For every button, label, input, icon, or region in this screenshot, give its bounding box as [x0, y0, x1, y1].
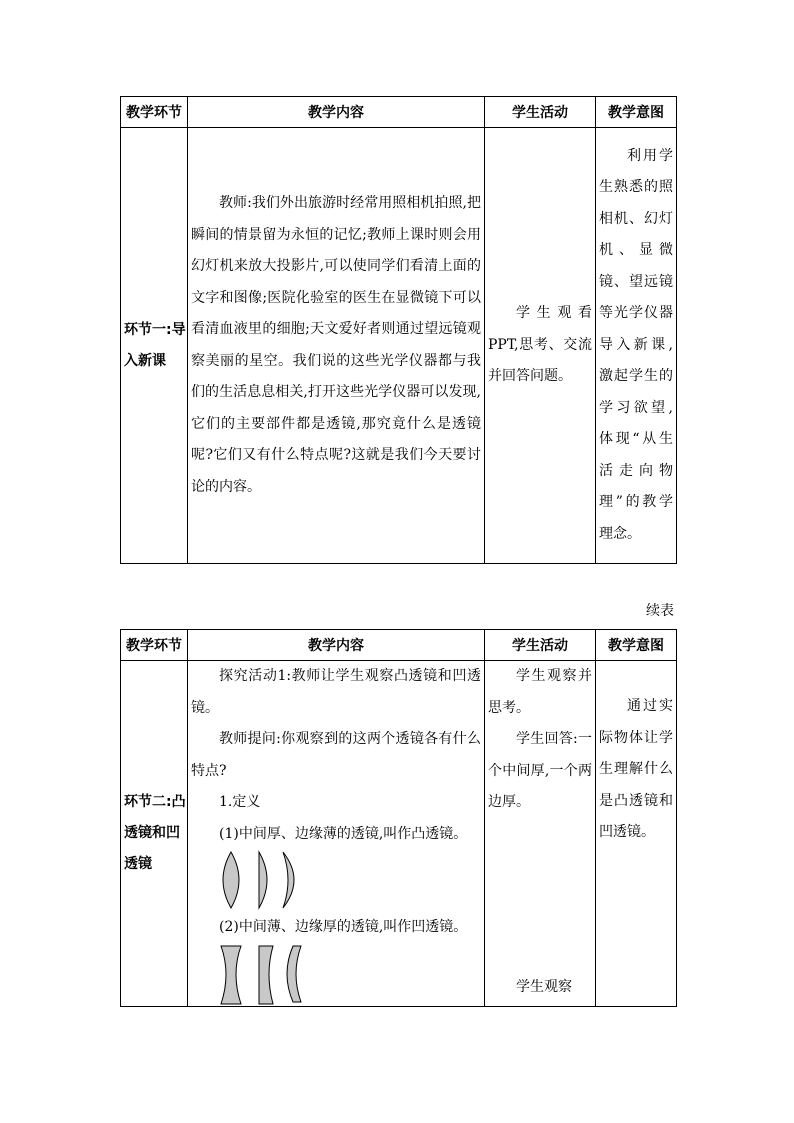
stage-cell: 环节二:凸透镜和凹透镜: [121, 661, 188, 1007]
convex-lens-figure: [191, 850, 481, 912]
activity-observe-2: 学生观察: [516, 979, 572, 995]
activity-paragraph: 探究活动1:教师让学生观察凸透镜和凹透镜。: [191, 668, 481, 716]
table-row: [121, 661, 677, 1007]
header-stage: 教学环节: [121, 97, 188, 128]
intent-cell: 通过实际物体让学生理解什么是凸透镜和凹透镜。: [596, 661, 677, 1007]
header-row: [121, 630, 677, 661]
activity-observe: 学生观察并思考。: [488, 668, 592, 716]
content-cell: [188, 661, 485, 1007]
header-content: 教学内容: [188, 97, 485, 128]
header-stage: 教学环节: [121, 630, 188, 661]
header-intent: 教学意图: [596, 97, 677, 128]
meniscus-concave-lens: [287, 946, 301, 1002]
plano-concave-lens: [259, 946, 273, 1004]
stage-cell: 环节一:导入新课: [121, 128, 188, 564]
table-intro: [120, 96, 677, 564]
question-paragraph: 教师提问:你观察到的这两个透镜各有什么特点?: [191, 731, 481, 779]
plano-convex-lens: [259, 852, 267, 908]
activity-cell: [485, 661, 596, 1007]
biconcave-lens: [221, 946, 241, 1004]
concave-definition: (2)中间薄、边缘厚的透镜,叫作凹透镜。: [219, 919, 468, 935]
header-activity: 学生活动: [485, 97, 596, 128]
table-row: [121, 128, 677, 564]
header-activity: 学生活动: [485, 630, 596, 661]
concave-lens-svg: [219, 944, 509, 1006]
header-intent: 教学意图: [596, 630, 677, 661]
header-row: [121, 97, 677, 128]
convex-definition: (1)中间厚、边缘薄的透镜,叫作凸透镜。: [219, 825, 468, 842]
convex-lens-svg: [219, 850, 509, 912]
content-cell: 教师:我们外出旅游时经常用照相机拍照,把瞬间的情景留为永恒的记忆;教师上课时则会用幻灯机来放大投影片,可以使同学们看清上面的文字和图像;医院化验室的医生在显微镜下可以看清血液里的细胞;天文爱好者则通过望远镜观察美丽的星空。我们说的这些光学仪器都与我们的生活息息相关,打开这些光学仪器可以发现,它们的主要部件都是透镜,那究竟什么是透镜呢?它们又有什么特点呢?这就是我们今天要讨论的内容。: [188, 128, 485, 564]
header-content: 教学内容: [188, 630, 485, 661]
definition-heading: 1.定义: [219, 794, 261, 810]
activity-answer: 学生回答:一个中间厚,一个两边厚。: [488, 731, 592, 810]
table-lens: [120, 629, 677, 1007]
activity-cell: 学生观看PPT,思考、交流并回答问题。: [485, 128, 596, 564]
intent-cell: 利用学生熟悉的照相机、幻灯机、显微镜、望远镜等光学仪器导入新课,激起学生的学习欲望,体现“从生活走向物理”的教学理念。: [596, 128, 677, 564]
continued-label: 续表: [646, 603, 674, 619]
meniscus-convex-lens: [283, 852, 294, 908]
biconvex-lens: [223, 852, 239, 908]
concave-lens-figure: [191, 944, 481, 1006]
